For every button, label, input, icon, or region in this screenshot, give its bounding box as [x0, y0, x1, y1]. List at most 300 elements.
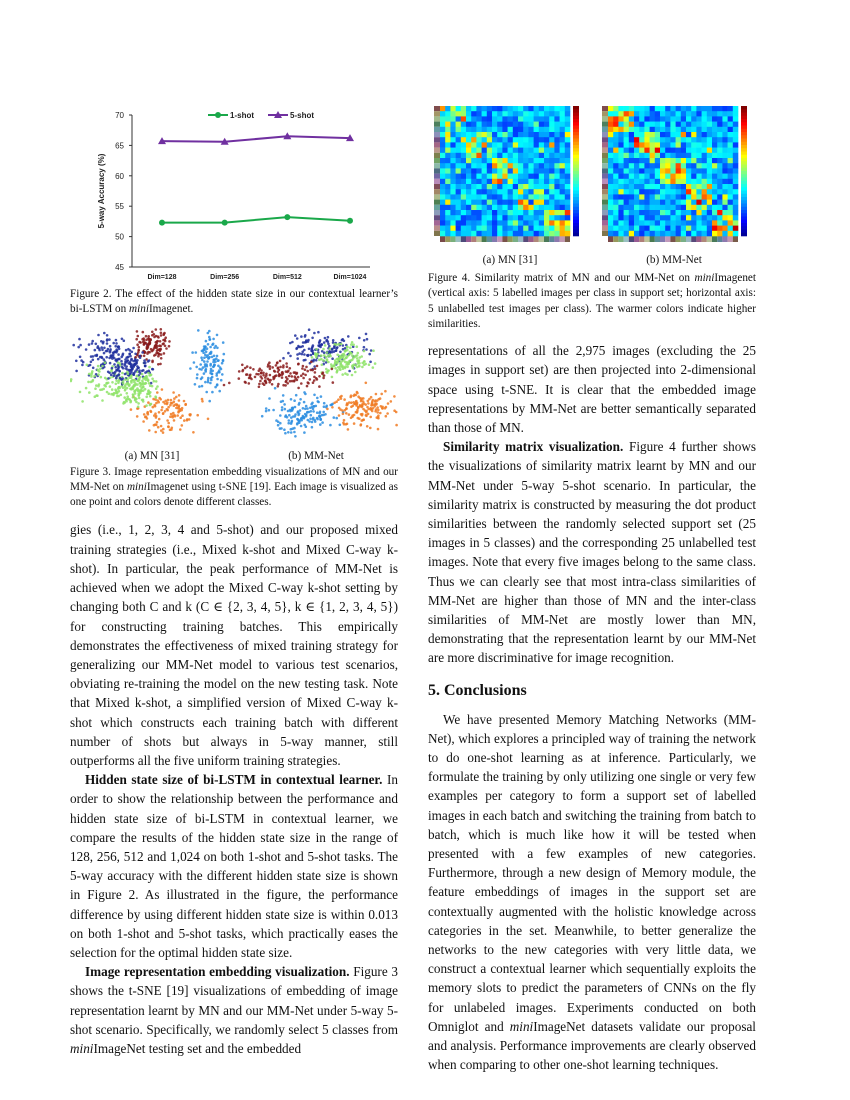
scatter-point: [316, 411, 319, 414]
colorbar-segment: [741, 109, 747, 113]
scatter-point: [313, 331, 316, 334]
scatter-point: [216, 333, 219, 336]
scatter-point: [370, 404, 373, 407]
scatter-point: [277, 367, 280, 370]
matrix-cell: [544, 184, 550, 190]
scatter-point: [161, 406, 164, 409]
scatter-point: [134, 355, 137, 358]
matrix-cell: [686, 122, 692, 128]
matrix-cell: [513, 174, 519, 180]
scatter-point: [288, 374, 291, 377]
scatter-point: [356, 357, 359, 360]
scatter-point: [151, 367, 154, 370]
scatter-point: [340, 397, 343, 400]
thumbnail-strip: [602, 148, 608, 153]
scatter-point: [298, 352, 301, 355]
matrix-cell: [471, 184, 477, 190]
matrix-cell: [544, 220, 550, 226]
matrix-cell: [629, 179, 635, 185]
matrix-cell: [502, 184, 508, 190]
matrix-cell: [728, 220, 734, 226]
matrix-cell: [676, 132, 682, 138]
matrix-cell: [613, 106, 619, 112]
scatter-point: [286, 415, 289, 418]
scatter-point: [201, 358, 204, 361]
scatter-point: [97, 373, 100, 376]
matrix-cell: [456, 111, 462, 117]
scatter-point: [198, 385, 201, 388]
matrix-cell: [440, 142, 446, 148]
scatter-point: [159, 398, 162, 401]
matrix-cell: [634, 174, 640, 180]
matrix-cell: [696, 116, 702, 122]
scatter-point: [142, 377, 145, 380]
scatter-point: [265, 407, 268, 410]
matrix-cell: [482, 116, 488, 122]
scatter-point: [333, 401, 336, 404]
scatter-point: [173, 419, 176, 422]
matrix-cell: [456, 137, 462, 143]
matrix-cell: [476, 153, 482, 159]
matrix-cell: [717, 142, 723, 148]
matrix-cell: [492, 210, 498, 216]
matrix-cell: [702, 116, 708, 122]
legend-label-5-shot: 5-shot: [290, 111, 314, 120]
colorbar-segment: [741, 126, 747, 130]
scatter-point: [249, 374, 252, 377]
matrix-cell: [676, 205, 682, 211]
matrix-cell: [717, 184, 723, 190]
matrix-cell: [476, 179, 482, 185]
thumbnail-strip: [602, 200, 608, 205]
matrix-cell: [482, 132, 488, 138]
matrix-cell: [482, 220, 488, 226]
colorbar-segment: [573, 210, 579, 214]
matrix-cell: [681, 137, 687, 143]
matrix-cell: [518, 200, 524, 206]
matrix-cell: [497, 179, 503, 185]
matrix-cell: [665, 184, 671, 190]
scatter-point: [281, 376, 284, 379]
scatter-point: [112, 392, 115, 395]
x-tick-label: Dim=256: [210, 274, 240, 281]
scatter-point: [132, 396, 135, 399]
scatter-point: [169, 415, 172, 418]
matrix-cell: [534, 116, 540, 122]
scatter-point: [300, 374, 303, 377]
matrix-cell: [712, 179, 718, 185]
matrix-cell: [624, 231, 630, 237]
scatter-point: [279, 414, 282, 417]
scatter-point: [189, 367, 192, 370]
matrix-cell: [629, 142, 635, 148]
colorbar-segment: [741, 122, 747, 126]
scatter-point: [293, 399, 296, 402]
matrix-cell: [539, 148, 545, 154]
matrix-cell: [534, 106, 540, 112]
scatter-point: [149, 409, 152, 412]
matrix-cell: [681, 153, 687, 159]
matrix-cell: [676, 106, 682, 112]
matrix-cell: [618, 148, 624, 154]
matrix-cell: [728, 163, 734, 169]
matrix-cell: [608, 106, 614, 112]
matrix-cell: [534, 179, 540, 185]
matrix-cell: [650, 231, 656, 237]
matrix-cell: [466, 179, 472, 185]
scatter-point: [94, 387, 97, 390]
matrix-cell: [544, 137, 550, 143]
matrix-cell: [466, 163, 472, 169]
matrix-cell: [554, 194, 560, 200]
scatter-point: [311, 368, 314, 371]
scatter-point: [217, 359, 220, 362]
matrix-cell: [497, 122, 503, 128]
legend-label-1-shot: 1-shot: [230, 111, 254, 120]
matrix-cell: [686, 215, 692, 221]
scatter-point: [377, 408, 380, 411]
matrix-cell: [565, 168, 571, 174]
scatter-point: [296, 411, 299, 414]
matrix-cell: [450, 189, 456, 195]
scatter-point: [285, 376, 288, 379]
scatter-point: [303, 353, 306, 356]
matrix-cell: [634, 163, 640, 169]
matrix-cell: [497, 215, 503, 221]
scatter-point: [267, 363, 270, 366]
scatter-point: [293, 430, 296, 433]
matrix-cell: [518, 153, 524, 159]
matrix-cell: [702, 194, 708, 200]
matrix-cell: [528, 184, 534, 190]
matrix-cell: [634, 122, 640, 128]
matrix-cell: [549, 163, 555, 169]
matrix-cell: [440, 122, 446, 128]
scatter-point: [117, 353, 120, 356]
scatter-point: [228, 381, 231, 384]
matrix-cell: [528, 200, 534, 206]
matrix-cell: [487, 231, 493, 237]
matrix-cell: [660, 148, 666, 154]
matrix-cell: [691, 137, 697, 143]
scatter-point: [124, 372, 127, 375]
matrix-cell: [670, 194, 676, 200]
matrix-cell: [629, 111, 635, 117]
matrix-cell: [670, 137, 676, 143]
matrix-cell: [722, 231, 728, 237]
scatter-point: [126, 359, 129, 362]
matrix-cell: [518, 226, 524, 232]
matrix-cell: [660, 205, 666, 211]
matrix-cell: [691, 184, 697, 190]
scatter-point: [183, 419, 186, 422]
colorbar-segment: [573, 142, 579, 146]
scatter-point: [313, 375, 316, 378]
matrix-cell: [639, 184, 645, 190]
colorbar-segment: [573, 109, 579, 113]
matrix-cell: [728, 132, 734, 138]
matrix-cell: [665, 174, 671, 180]
scatter-point: [156, 391, 159, 394]
scatter-point: [222, 341, 225, 344]
matrix-cell: [476, 226, 482, 232]
scatter-point: [322, 347, 325, 350]
matrix-cell: [722, 220, 728, 226]
matrix-cell: [466, 132, 472, 138]
matrix-cell: [482, 127, 488, 133]
thumbnail-strip: [471, 236, 476, 242]
scatter-point: [85, 348, 88, 351]
matrix-cell: [554, 215, 560, 221]
matrix-cell: [634, 194, 640, 200]
matrix-cell: [497, 127, 503, 133]
scatter-point: [308, 347, 311, 350]
matrix-cell: [544, 111, 550, 117]
paragraph-tsne-projection: representations of all the 2,975 images (excluding the 25 images in support set) are then projected into 2-dimensional space using t-SNE. It is clear that the embedded image representations by MM-Net are better semantically separated than those of MN.: [428, 343, 756, 435]
scatter-point: [358, 336, 361, 339]
scatter-point: [262, 371, 265, 374]
figure-3-caption: Figure 3. Image representation embedding visualizations of MN and our MM-Net on miniImagenet using t-SNE [19]. Each image is visualized as one point and colors denote different classes.: [70, 465, 398, 509]
matrix-cell: [660, 158, 666, 164]
matrix-cell: [644, 116, 650, 122]
matrix-cell: [665, 132, 671, 138]
matrix-cell: [644, 132, 650, 138]
matrix-cell: [691, 158, 697, 164]
matrix-cell: [450, 153, 456, 159]
scatter-point: [365, 348, 368, 351]
matrix-cell: [712, 168, 718, 174]
scatter-point: [258, 369, 261, 372]
matrix-cell: [539, 122, 545, 128]
matrix-cell: [565, 189, 571, 195]
matrix-cell: [722, 153, 728, 159]
matrix-cell: [655, 215, 661, 221]
scatter-point: [350, 343, 353, 346]
matrix-cell: [461, 210, 467, 216]
scatter-point: [319, 345, 322, 348]
scatter-point: [332, 339, 335, 342]
scatter-point: [357, 351, 360, 354]
matrix-cell: [534, 168, 540, 174]
scatter-point: [141, 372, 144, 375]
matrix-cell: [440, 189, 446, 195]
scatter-point: [372, 349, 375, 352]
scatter-point: [313, 393, 316, 396]
matrix-cell: [445, 179, 451, 185]
left-column: [70, 100, 398, 1058]
matrix-cell: [461, 189, 467, 195]
scatter-point: [136, 415, 139, 418]
matrix-cell: [497, 158, 503, 164]
scatter-point: [261, 377, 264, 380]
matrix-cell: [696, 122, 702, 128]
matrix-cell: [528, 194, 534, 200]
matrix-cell: [686, 111, 692, 117]
scatter-point: [303, 423, 306, 426]
matrix-cell: [676, 116, 682, 122]
matrix-cell: [712, 184, 718, 190]
matrix-cell: [686, 137, 692, 143]
scatter-point: [261, 414, 264, 417]
matrix-cell: [502, 163, 508, 169]
scatter-point: [169, 403, 172, 406]
thumbnail-strip: [602, 137, 608, 142]
matrix-cell: [728, 194, 734, 200]
matrix-cell: [629, 210, 635, 216]
matrix-cell: [634, 116, 640, 122]
scatter-point: [155, 380, 158, 383]
thumbnail-strip: [434, 163, 440, 168]
matrix-cell: [608, 163, 614, 169]
thumbnail-strip: [702, 236, 707, 242]
x-tick-label: Dim=1024: [333, 274, 367, 281]
scatter-point: [85, 386, 88, 389]
matrix-cell: [554, 111, 560, 117]
scatter-point: [205, 339, 208, 342]
scatter-point: [306, 369, 309, 372]
scatter-point: [300, 417, 303, 420]
matrix-cell: [608, 111, 614, 117]
matrix-cell: [497, 111, 503, 117]
thumbnail-strip: [602, 153, 608, 158]
matrix-cell: [670, 132, 676, 138]
matrix-cell: [613, 231, 619, 237]
legend-marker-1-shot: [215, 112, 221, 118]
scatter-point: [279, 421, 282, 424]
scatter-point: [336, 346, 339, 349]
matrix-cell: [608, 205, 614, 211]
matrix-cell: [629, 168, 635, 174]
figure-3-subcaption-a: (a) MN [31]: [124, 449, 180, 462]
matrix-cell: [613, 127, 619, 133]
matrix-cell: [665, 220, 671, 226]
scatter-point: [86, 363, 89, 366]
matrix-cell: [492, 153, 498, 159]
matrix-cell: [624, 189, 630, 195]
scatter-point: [379, 397, 382, 400]
scatter-point: [390, 400, 393, 403]
matrix-cell: [733, 200, 739, 206]
matrix-cell: [466, 189, 472, 195]
matrix-cell: [534, 137, 540, 143]
matrix-cell: [624, 174, 630, 180]
matrix-cell: [482, 122, 488, 128]
matrix-cell: [544, 210, 550, 216]
matrix-cell: [471, 127, 477, 133]
matrix-cell: [634, 205, 640, 211]
scatter-point: [130, 376, 133, 379]
scatter-point: [209, 345, 212, 348]
thumbnail-strip: [602, 127, 608, 132]
matrix-cell: [492, 111, 498, 117]
matrix-cell: [650, 153, 656, 159]
matrix-cell: [665, 226, 671, 232]
scatter-point: [248, 376, 251, 379]
thumbnail-strip: [624, 236, 629, 242]
scatter-point: [341, 338, 344, 341]
matrix-cell: [733, 137, 739, 143]
scatter-point: [72, 343, 75, 346]
right-body-text: [428, 341, 756, 1074]
matrix-cell: [497, 210, 503, 216]
scatter-point: [216, 377, 219, 380]
matrix-cell: [618, 153, 624, 159]
matrix-cell: [676, 184, 682, 190]
matrix-cell: [707, 106, 713, 112]
scatter-point: [339, 362, 342, 365]
scatter-point: [142, 420, 145, 423]
matrix-cell: [565, 184, 571, 190]
matrix-cell: [492, 116, 498, 122]
matrix-cell: [681, 122, 687, 128]
matrix-cell: [702, 142, 708, 148]
scatter-point: [264, 376, 267, 379]
matrix-cell: [523, 106, 529, 112]
matrix-cell: [660, 215, 666, 221]
matrix-cell: [707, 174, 713, 180]
scatter-point: [291, 375, 294, 378]
scatter-point: [341, 365, 344, 368]
scatter-point: [372, 366, 375, 369]
matrix-cell: [482, 174, 488, 180]
matrix-cell: [513, 127, 519, 133]
matrix-cell: [691, 200, 697, 206]
matrix-cell: [707, 116, 713, 122]
matrix-cell: [492, 122, 498, 128]
scatter-point: [95, 354, 98, 357]
matrix-cell: [712, 106, 718, 112]
scatter-point: [160, 357, 163, 360]
matrix-cell: [476, 148, 482, 154]
matrix-cell: [670, 179, 676, 185]
matrix-cell: [534, 122, 540, 128]
matrix-cell: [565, 174, 571, 180]
matrix-cell: [608, 137, 614, 143]
matrix-cell: [565, 205, 571, 211]
matrix-cell: [686, 106, 692, 112]
scatter-point: [212, 337, 215, 340]
scatter-point: [294, 371, 297, 374]
matrix-cell: [497, 137, 503, 143]
matrix-cell: [544, 158, 550, 164]
matrix-cell: [544, 127, 550, 133]
matrix-cell: [565, 226, 571, 232]
matrix-cell: [696, 215, 702, 221]
matrix-cell: [487, 174, 493, 180]
matrix-cell: [707, 205, 713, 211]
matrix-cell: [717, 205, 723, 211]
matrix-cell: [565, 137, 571, 143]
matrix-cell: [650, 142, 656, 148]
matrix-cell: [523, 215, 529, 221]
matrix-cell: [717, 200, 723, 206]
scatter-point: [326, 407, 329, 410]
matrix-cell: [613, 200, 619, 206]
matrix-cell: [450, 127, 456, 133]
scatter-point: [344, 372, 347, 375]
matrix-cell: [544, 148, 550, 154]
matrix-cell: [665, 158, 671, 164]
scatter-point: [103, 358, 106, 361]
matrix-cell: [722, 116, 728, 122]
scatter-point: [216, 383, 219, 386]
matrix-cell: [613, 148, 619, 154]
colorbar-segment: [741, 178, 747, 182]
matrix-cell: [560, 137, 566, 143]
scatter-point: [296, 378, 299, 381]
colorbar-segment: [741, 129, 747, 133]
matrix-cell: [565, 132, 571, 138]
